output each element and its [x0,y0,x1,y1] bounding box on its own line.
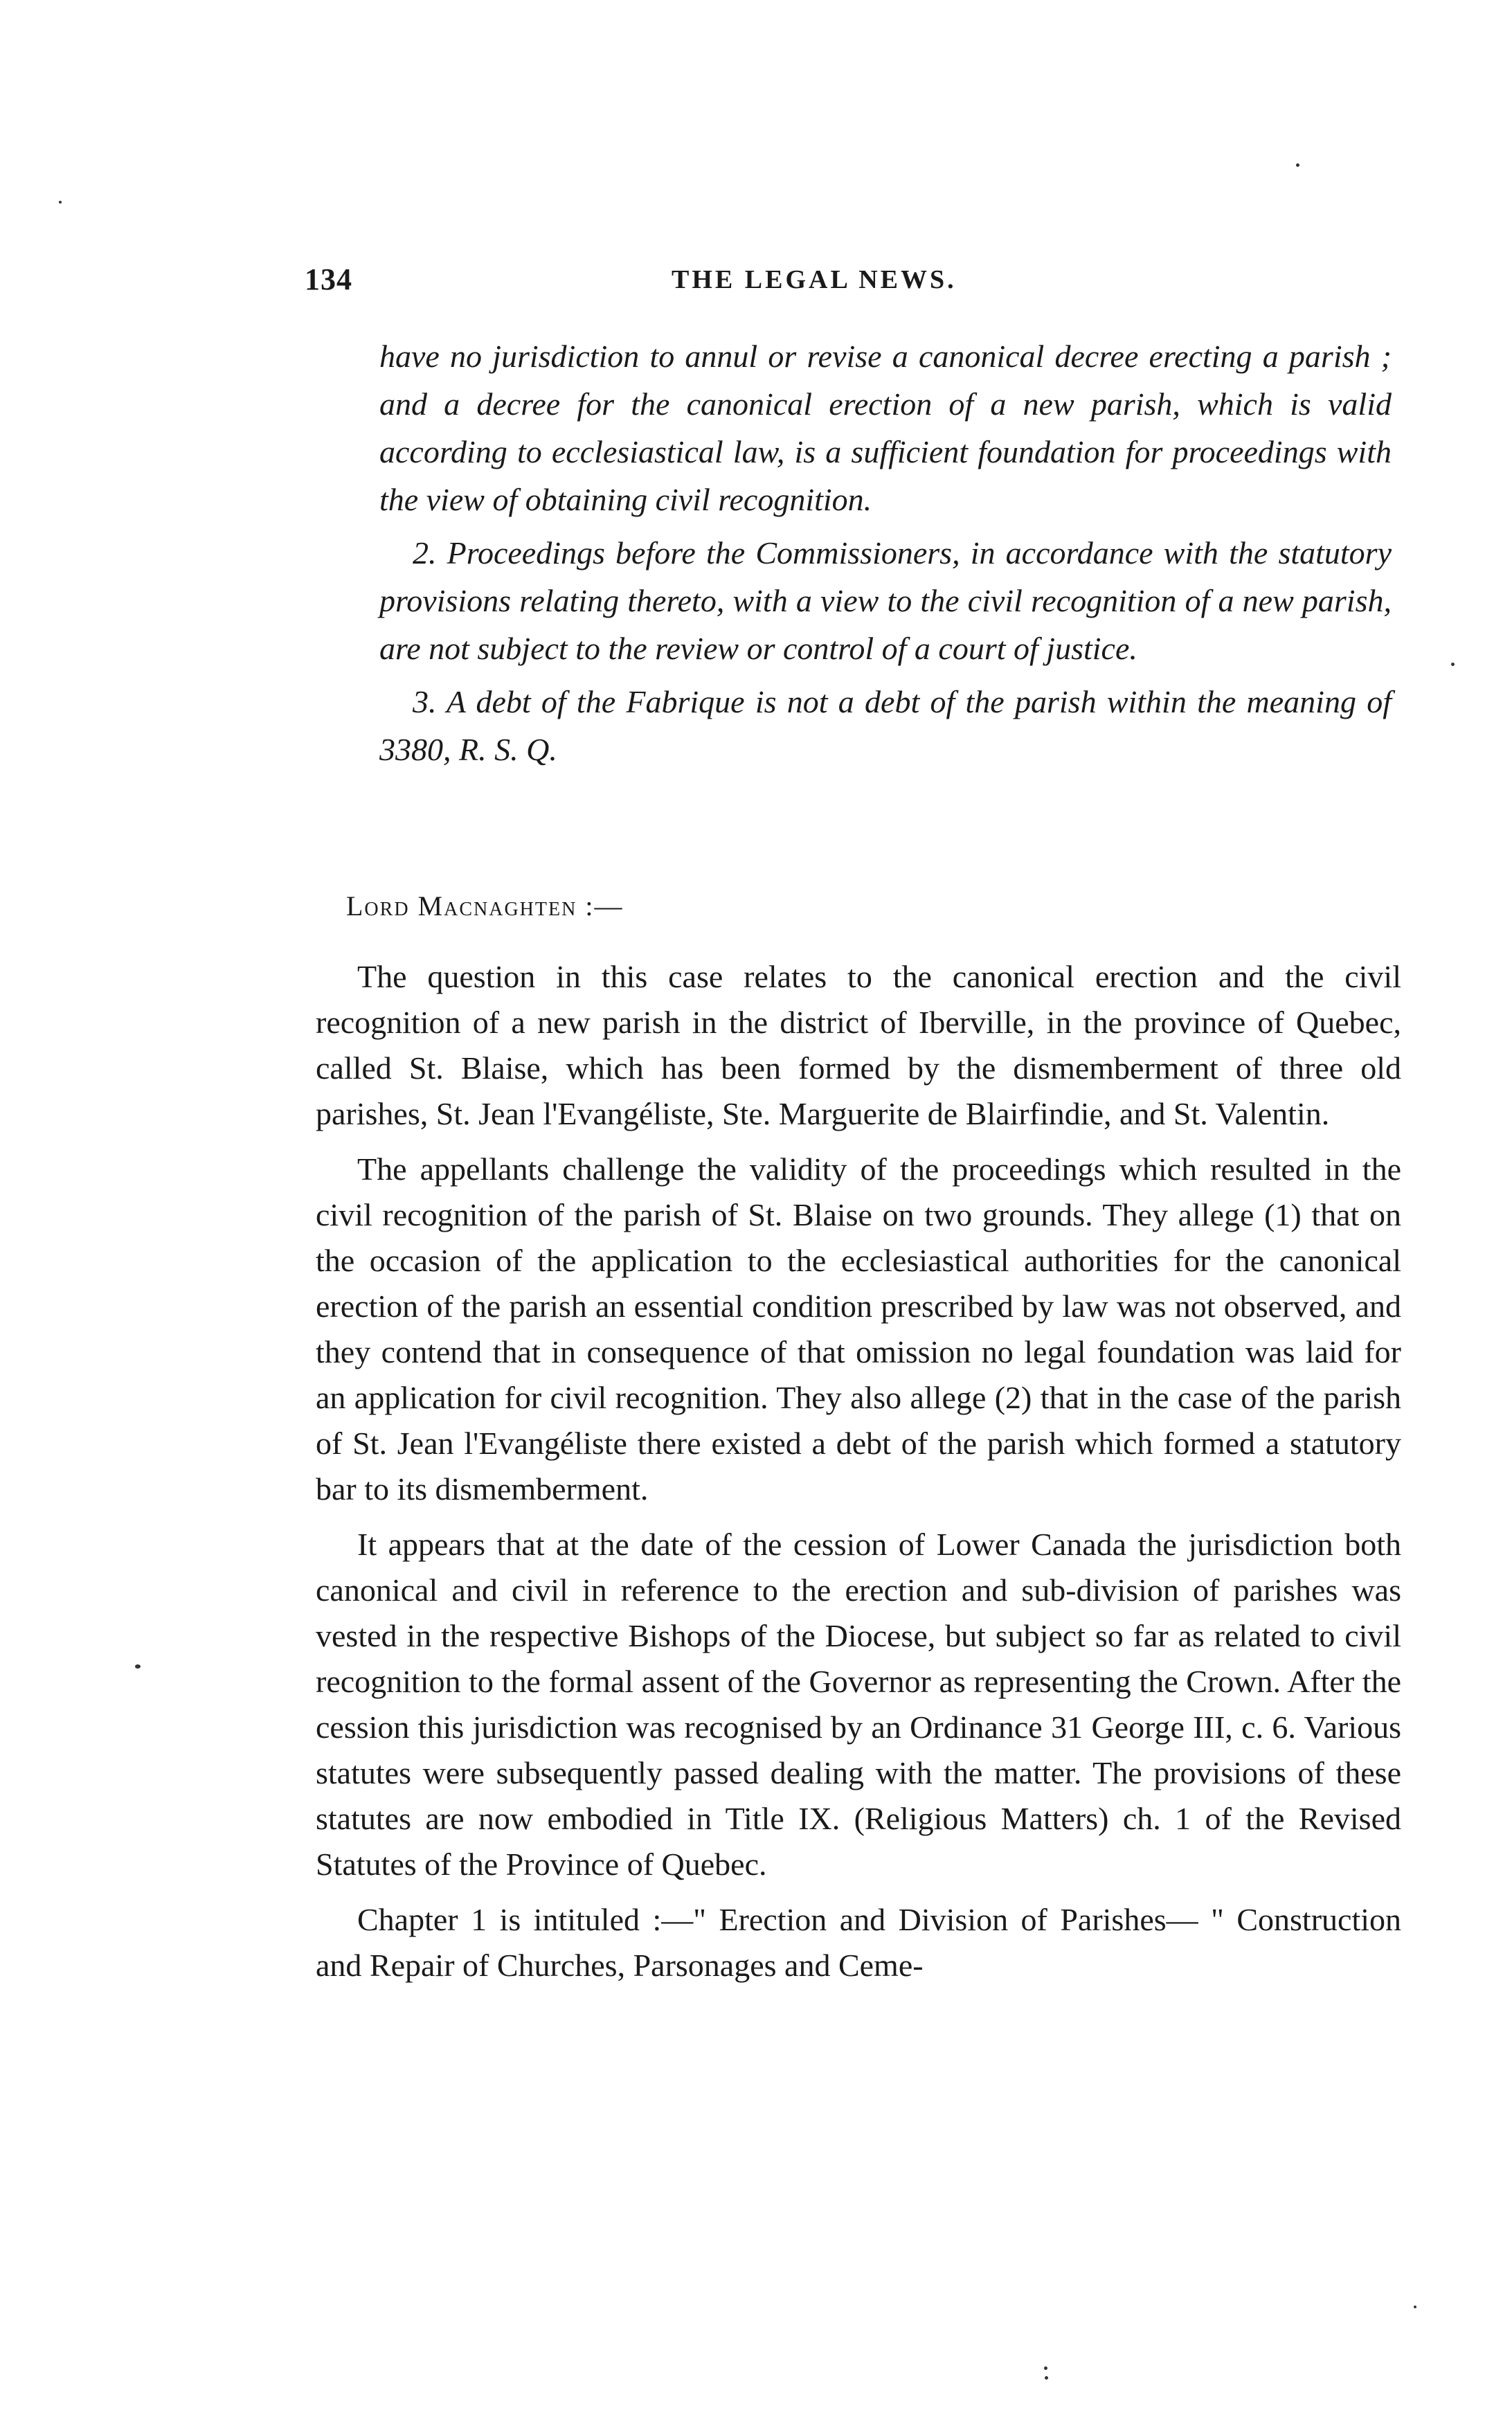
running-head [305,262,1385,303]
headnote [379,332,1392,773]
scan-speck [1044,2366,1047,2370]
body-paragraph-1: The question in this case relates to the canonical erection and the civil recognition of a new parish in the district of Iberville, in the province of Quebec, called St. Blaise, which has been formed by the dismemberment of three old parishes, St. Jean l'Evangéliste, Ste. Marguerite de Blairfindie, and St. Valentin. [316,959,1401,1131]
headnote-paragraph-3: 3. A debt of the Fabrique is not a debt of the parish within the meaning of 3380, R. S. Q. [379,684,1392,767]
journal-title: THE LEGAL NEWS. [672,265,957,294]
body-paragraph-3: It appears that at the date of the cession of Lower Canada the jurisdiction both canonical and civil in reference to the erection and sub-division of parishes was vested in the respective Bishops of the Diocese, but subject so far as related to civil recognition to the formal assent of the Governor as representing the Crown. After the cession this jurisdiction was recognised by an Ordinance 31 George III, c. 6. Various statutes were subsequently passed dealing with the matter. The provisions of these statutes are now embodied in Title IX. (Religious Matters) ch. 1 of the Revised Statutes of the Province of Quebec. [316,1527,1401,1882]
scan-speck [135,1664,141,1669]
body-paragraph-2: The appellants challenge the validity of the proceedings which resulted in the civil recognition of the parish of St. Blaise on two grounds. They allege (1) that on the occasion of the application to the ecclesiastical authorities for the canonical erection of the parish an essential condition prescribed by law was not observed, and they contend that in consequence of that omission no legal foundation was laid for an application for civil recognition. They also allege (2) that in the case of the parish of St. Jean l'Evangéliste there existed a debt of the parish which formed a statutory bar to its dismemberment. [316,1151,1401,1507]
page-number: 134 [305,262,352,296]
judgment-body [316,954,1401,1998]
body-paragraph-4: Chapter 1 is intituled :—" Erection and Division of Parishes— " Construction and Repair of Churches, Parsonages and Ceme- [316,1902,1401,1983]
headnote-paragraph-2: 2. Proceedings before the Commissioners, in accordance with the statutory provisions relating thereto, with a view to the civil recognition of a new parish, are not subject to the review or control of a court of justice. [379,535,1392,666]
speaker-heading: Lord Macnaghten :— [346,890,624,922]
scan-speck [1451,663,1455,666]
scan-speck [59,201,62,204]
scan-speck [1414,2306,1416,2308]
scan-speck [1045,2376,1048,2380]
scan-speck [1296,163,1299,167]
headnote-paragraph-1: have no jurisdiction to annul or revise a canonical decree erecting a parish ; and a decree for the canonical erection of a new parish, which is valid according to ecclesiastical law, is a sufficient foundation for proceedings with the view of obtaining civil recognition. [379,339,1392,517]
